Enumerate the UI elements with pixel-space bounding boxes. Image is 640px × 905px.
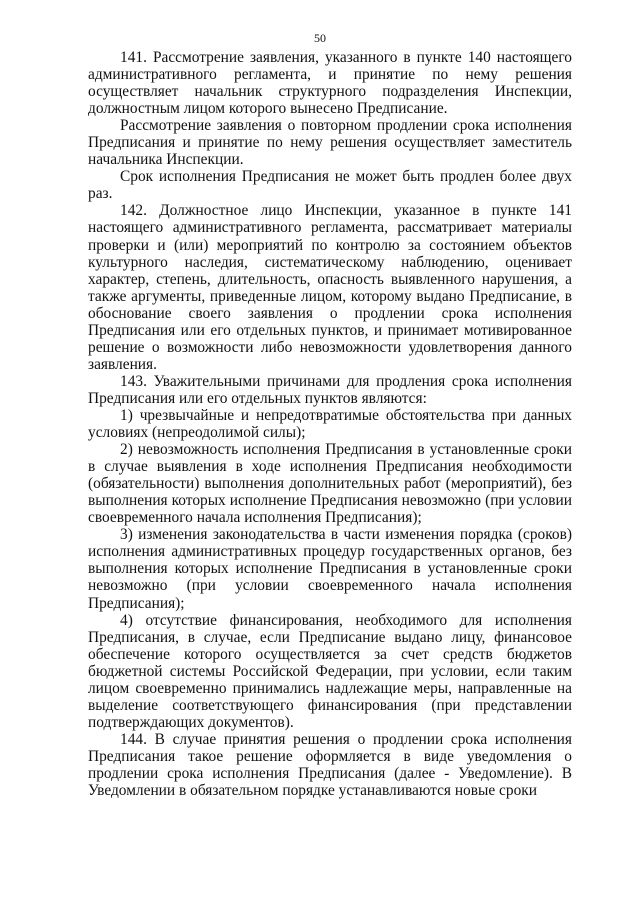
paragraph-143: 143. Уважительными причинами для продления срока исполнения Предписания или его отдельных пунктов являются: [88,372,572,407]
list-item-2: 2) невозможность исполнения Предписания в установленные сроки в случае выявления в ходе исполнения Предписания необходимости (обязательности) выполнения дополнительных работ (мероприятий), без выполнения которых исполнение Предписания невозможно (при условии своевременного начала исполнения Предписания); [88,441,572,527]
list-item-4: 4) отсутствие финансирования, необходимого для исполнения Предписания, в случае, если Предписание выдано лицу, финансовое обеспечение которого осуществляется за счет средств бюджетов бюджетной системы Российской Федерации, при условии, если таким лицом своевременно принимались надлежащие меры, направленные на выделение соответствующего финансирования (при представлении подтверждающих документов). [88,611,572,731]
list-item-1: 1) чрезвычайные и непредотвратимые обстоятельства при данных условиях (непреодолимой силы); [88,406,572,442]
list-item-3: 3) изменения законодательства в части изменения порядка (сроков) исполнения административных процедур государственных органов, без выполнения которых исполнение Предписания в установленные сроки невозможно (при условии своевременного начала исполнения Предписания); [88,526,572,612]
document-body [88,49,572,799]
paragraph-repeat-extension: Рассмотрение заявления о повторном продлении срока исполнения Предписания и принятие по нему решения осуществляет заместитель начальника Инспекции. [88,117,572,169]
paragraph-142: 142. Должностное лицо Инспекции, указанное в пункте 141 настоящего административного регламента, рассматривает материалы проверки и (или) мероприятий по контролю за состоянием объектов культурного наследия, систематическому наблюдению, оценивает характер, степень, длительность, опасность выявленного нарушения, а также аргументы, приведенные лицом, которому выдано Предписание, в обоснование своего заявления о продлении срока исполнения Предписания или его отдельных пунктов, и принимает мотивированное решение о возможности либо невозможности удовлетворения данного заявления. [88,202,572,373]
paragraph-141: 141. Рассмотрение заявления, указанного в пункте 140 настоящего административного регламента, и принятие по нему решения осуществляет начальник структурного подразделения Инспекции, должностным лицом которого вынесено Предписание. [88,49,572,118]
paragraph-extension-limit: Срок исполнения Предписания не может быть продлен более двух раз. [88,168,572,203]
paragraph-144: 144. В случае принятия решения о продлении срока исполнения Предписания такое решение оформляется в виде уведомления о продлении срока исполнения Предписания (далее - Уведомление). В Уведомлении в обязательном порядке устанавливаются новые сроки [88,730,572,800]
page-number: 50 [314,31,326,45]
